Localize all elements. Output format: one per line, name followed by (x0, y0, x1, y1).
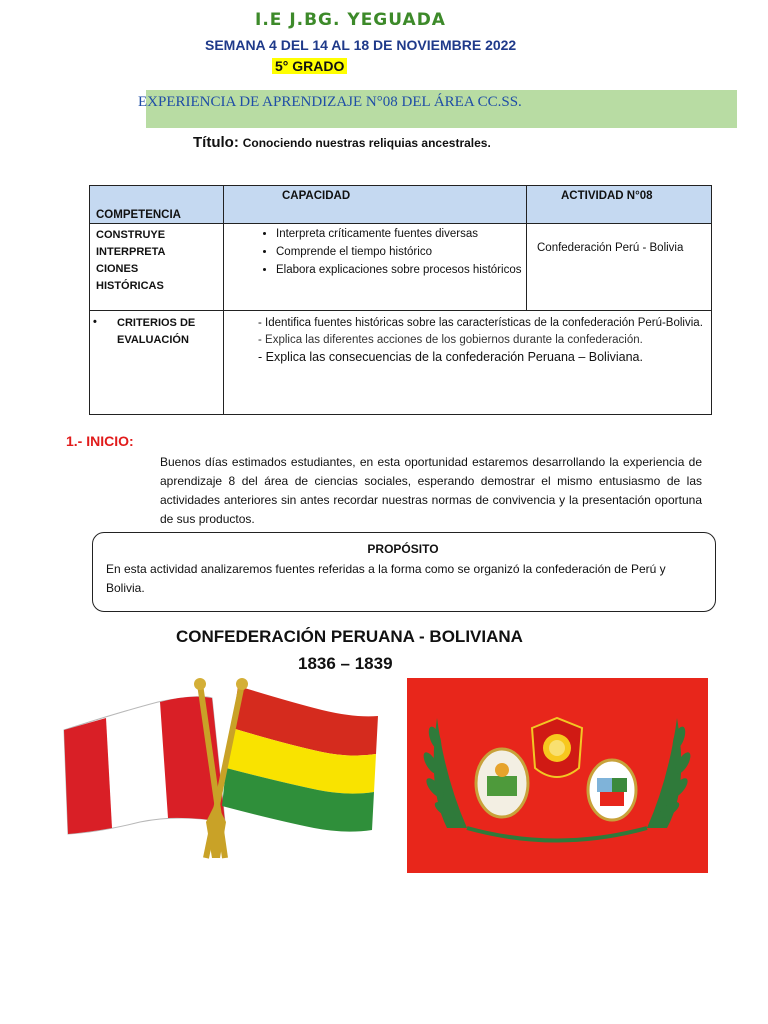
criterios-label: EVALUACIÓN (117, 334, 189, 346)
week-heading: SEMANA 4 DEL 14 AL 18 DE NOVIEMBRE 2022 (205, 37, 517, 53)
competency-table (89, 185, 712, 415)
experience-title: EXPERIENCIA DE APRENDIZAJE N°08 DEL ÁREA CC.SS. (138, 94, 522, 110)
capacidad-list (224, 224, 526, 277)
competencia-line: CONSTRUYE (96, 229, 166, 241)
criterio-item: - Explica las diferentes acciones de los gobiernos durante la confederación. (258, 334, 643, 346)
peru-flag (64, 697, 225, 834)
proposito-heading: PROPÓSITO (367, 542, 439, 556)
inicio-heading: 1.- INICIO: (66, 433, 134, 449)
confederation-years: 1836 – 1839 (298, 654, 393, 673)
header-actividad-cell (527, 186, 712, 224)
criterio-item: - Explica las consecuencias de la confederación Peruana – Boliviana. (258, 350, 643, 364)
criterios-label: CRITERIOS DE (117, 317, 196, 329)
school-name: I.E J.BG. YEGUADA (255, 10, 446, 30)
criterio-item: - Identifica fuentes históricas sobre las características de la confederación Perú-Bolivia. (258, 317, 703, 329)
inicio-text: Buenos días estimados estudiantes, en esta oportunidad estaremos desarrollando la experiencia de aprendizaje 8 del área de ciencias sociales, esperando demostrar el mismo entusiasmo de las actividades anteriores sin antes recordar nuestras normas de convivencia y la presentación oportuna de sus productos. (160, 455, 702, 526)
actividad-value: Confederación Perú - Bolivia (537, 242, 684, 254)
capacidad-item: • Comprende el tiempo histórico (276, 245, 526, 259)
competencia-line: INTERPRETA (96, 246, 166, 258)
criterios-cell (224, 311, 712, 415)
header-competencia-cell (90, 186, 224, 224)
capacidad-item: • Interpreta críticamente fuentes diversas (276, 227, 526, 241)
header-competencia: COMPETENCIA (96, 209, 181, 221)
bolivia-flag (222, 686, 378, 832)
confederation-title: CONFEDERACIÓN PERUANA - BOLIVIANA (176, 627, 523, 646)
proposito-text: En esta actividad analizaremos fuentes referidas a la forma como se organizó la confederación de Perú y Bolivia. (106, 562, 666, 595)
actividad-cell (527, 224, 712, 311)
grade-label: 5° GRADO (272, 58, 347, 74)
header-actividad: ACTIVIDAD N°08 (561, 190, 653, 202)
capacidad-item: • Elabora explicaciones sobre procesos históricos (276, 263, 526, 277)
sun-emblem-icon (532, 718, 582, 777)
title-line (193, 134, 491, 151)
peru-shield-icon (588, 760, 636, 820)
bullet-icon: • (93, 316, 97, 328)
capacidad-cell (224, 224, 527, 311)
crossed-flags-image (60, 672, 382, 862)
criterios-label-cell (90, 311, 224, 415)
competencia-line: HISTÓRICAS (96, 280, 164, 292)
competencia-cell (90, 224, 224, 311)
confederation-flag-image (407, 678, 708, 873)
title-value: Conociendo nuestras reliquias ancestrales. (242, 136, 491, 150)
competencia-line: CIONES (96, 263, 139, 275)
header-capacidad-cell (224, 186, 527, 224)
bolivia-shield-icon (476, 749, 528, 817)
header-capacidad: CAPACIDAD (282, 190, 351, 202)
title-label: Título: (193, 134, 239, 151)
